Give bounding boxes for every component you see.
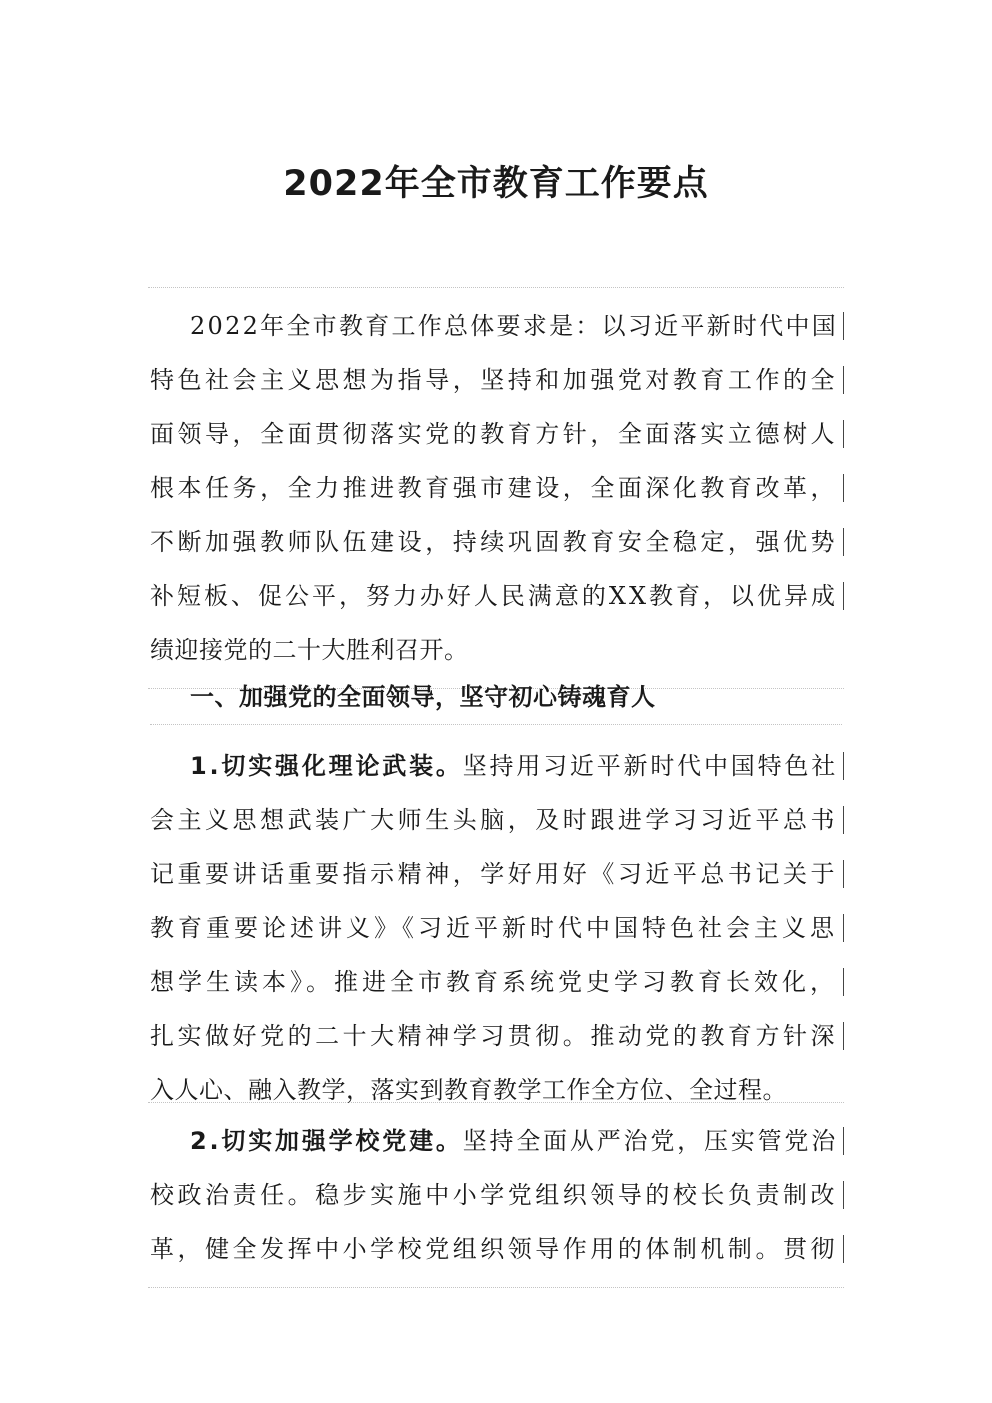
paragraph-line: 补短板、促公平，努力办好人民满意的XX教育，以优异成 [150,569,842,623]
line-end-marker [843,1022,844,1050]
line-end-marker [843,752,844,780]
item2-paragraph [150,1114,842,1276]
paragraph-line: 记重要讲话重要指示精神，学好用好《习近平总书记关于 [150,847,842,901]
item1-paragraph [150,739,842,1117]
paragraph-line: 1.切实强化理论武装。坚持用习近平新时代中国特色社 [150,739,842,793]
paragraph-line: 校政治责任。稳步实施中小学党组织领导的校长负责制改 [150,1168,842,1222]
line-end-marker [843,1181,844,1209]
paragraph-line: 2.切实加强学校党建。坚持全面从严治党，压实管党治 [150,1114,842,1168]
paragraph-line: 入人心、融入教学，落实到教育教学工作全方位、全过程。 [150,1076,787,1104]
section-divider [150,724,842,725]
paragraph-line: 根本任务，全力推进教育强市建设，全面深化教育改革， [150,461,842,515]
line-end-marker [843,860,844,888]
paragraph-line: 面领导，全面贯彻落实党的教育方针，全面落实立德树人 [150,407,842,461]
paragraph-line: 革，健全发挥中小学校党组织领导作用的体制机制。贯彻 [150,1222,842,1276]
item-lead: 2.切实加强学校党建。 [190,1127,463,1155]
line-end-marker [843,806,844,834]
line-end-marker [843,582,844,610]
line-end-marker [843,474,844,502]
paragraph-line: 扎实做好党的二十大精神学习贯彻。推动党的教育方针深 [150,1009,842,1063]
item-lead: 1.切实强化理论武装。 [190,752,463,780]
line-end-marker [843,528,844,556]
paragraph-line: 2022年全市教育工作总体要求是：以习近平新时代中国 [150,299,842,353]
paragraph-line: 特色社会主义思想为指导，坚持和加强党对教育工作的全 [150,353,842,407]
intro-paragraph [150,299,842,677]
paragraph-line: 想学生读本》。推进全市教育系统党史学习教育长效化， [150,955,842,1009]
line-end-marker [843,1235,844,1263]
paragraph-line: 不断加强教师队伍建设，持续巩固教育安全稳定，强优势 [150,515,842,569]
line-end-marker [843,420,844,448]
paragraph-line: 会主义思想武装广大师生头脑，及时跟进学习习近平总书 [150,793,842,847]
line-end-marker [843,366,844,394]
page-title: 2022年全市教育工作要点 [283,164,709,204]
paragraph-line: 教育重要论述讲义》《习近平新时代中国特色社会主义思 [150,901,842,955]
line-end-marker [843,312,844,340]
section-heading: 一、加强党的全面领导，坚守初心铸魂育人 [190,683,656,711]
line-end-marker [843,968,844,996]
paragraph-line: 绩迎接党的二十大胜利召开。 [150,636,469,664]
line-end-marker [843,1127,844,1155]
line-end-marker [843,914,844,942]
